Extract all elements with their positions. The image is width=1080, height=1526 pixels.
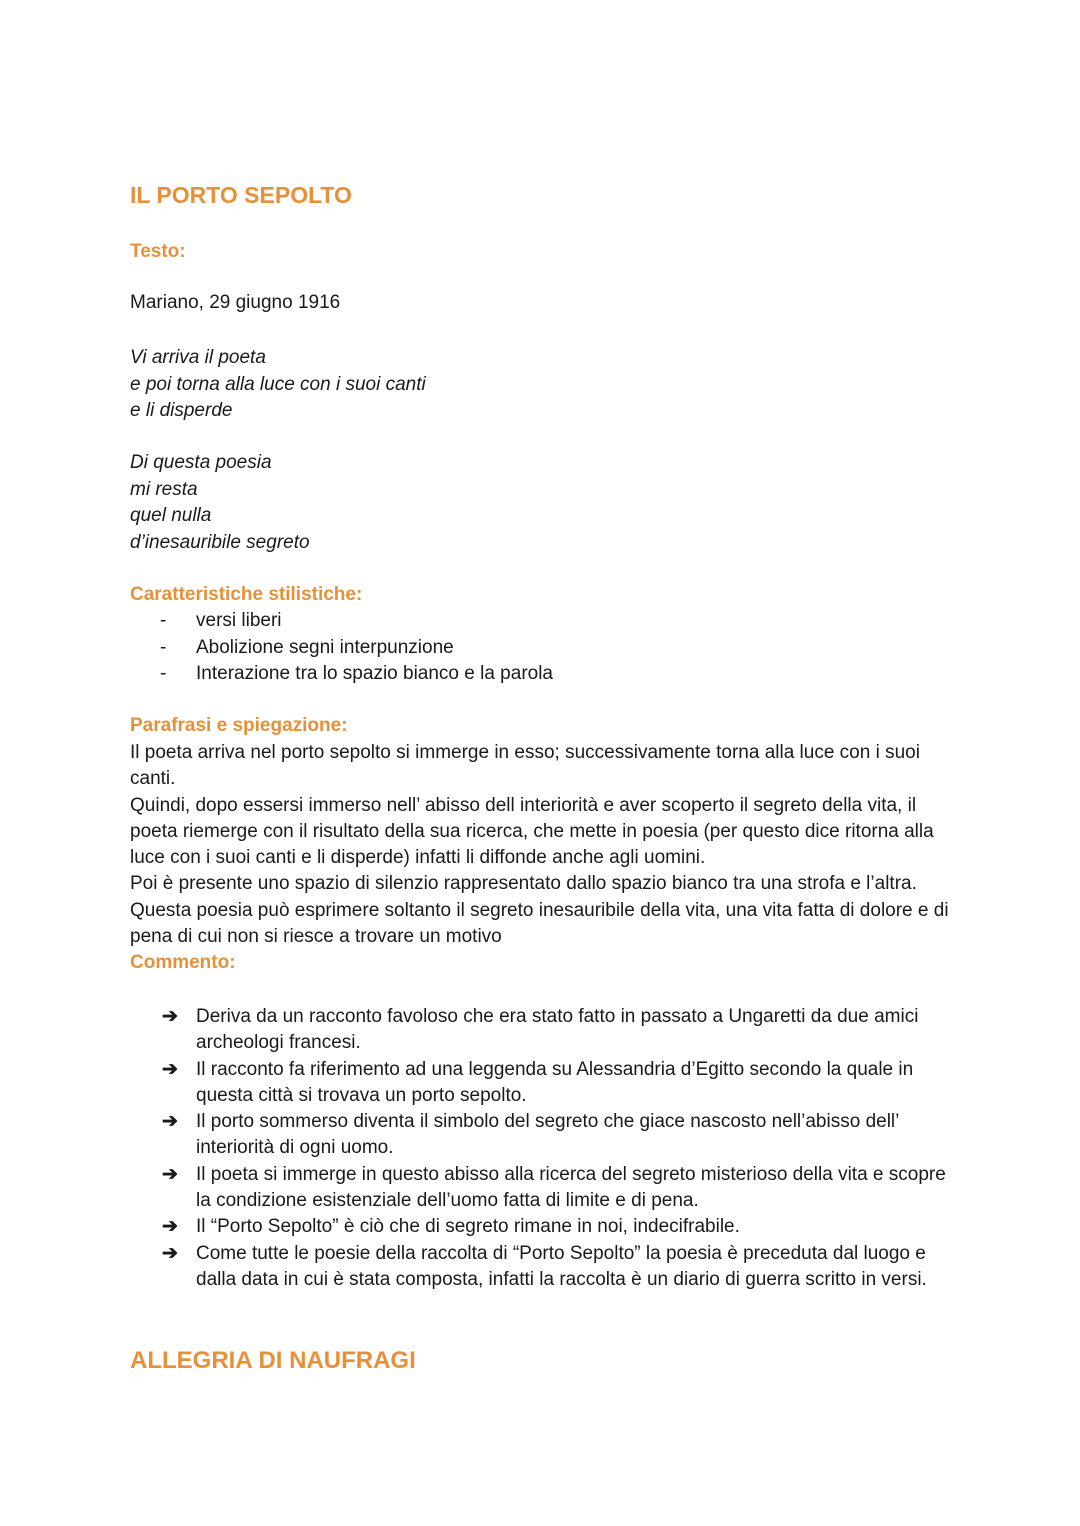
date-line: Mariano, 29 giugno 1916 bbox=[130, 292, 341, 313]
dash-bullet-icon: - bbox=[160, 636, 167, 658]
arrow-bullet-icon: ➔ bbox=[162, 1058, 178, 1080]
caratteristiche-list bbox=[160, 608, 553, 688]
list-item: ➔ Deriva da un racconto favoloso che era stato fatto in passato a Ungaretti da due amici archeologi francesi. bbox=[162, 1006, 919, 1054]
verse-line: quel nulla bbox=[130, 505, 212, 526]
arrow-bullet-icon: ➔ bbox=[162, 1216, 178, 1238]
list-item: ➔ Il racconto fa riferimento ad una leggenda su Alessandria d’Egitto secondo la quale in questa città si trovava un porto sepolto. bbox=[162, 1058, 914, 1106]
list-item: ➔ Il porto sommerso diventa il simbolo del segreto che giace nascosto nell’abisso dell’ interiorità di ogni uomo. bbox=[162, 1111, 899, 1159]
poem-stanza-2 bbox=[130, 450, 310, 556]
poem-title: IL PORTO SEPOLTO bbox=[130, 182, 352, 208]
list-item: - versi liberi bbox=[160, 608, 553, 635]
arrow-bullet-icon: ➔ bbox=[162, 1111, 178, 1133]
arrow-bullet-icon: ➔ bbox=[162, 1006, 178, 1027]
testo-label: Testo: bbox=[130, 241, 186, 262]
verse-line: Di questa poesia bbox=[130, 452, 272, 473]
verse-line: mi resta bbox=[130, 478, 198, 500]
list-item: ➔ Il poeta si immerge in questo abisso alla ricerca del segreto misterioso della vita e scopre la condizione esistenziale dell’uomo fatta di limite e di pena. bbox=[162, 1163, 946, 1212]
dash-bullet-icon: - bbox=[160, 610, 167, 631]
list-item: - Abolizione segni interpunzione bbox=[160, 635, 553, 662]
list-item: ➔ Il “Porto Sepolto” è ciò che di segreto rimane in noi, indecifrabile. bbox=[162, 1214, 962, 1240]
parafrasi-heading: Parafrasi e spiegazione: bbox=[130, 715, 348, 736]
commento-list bbox=[162, 1004, 962, 1293]
verse-line: Vi arriva il poeta bbox=[130, 347, 266, 368]
list-item: - Interazione tra lo spazio bianco e la parola bbox=[160, 661, 553, 688]
verse-line: d’inesauribile segreto bbox=[130, 531, 310, 553]
paragraph: Poi è presente uno spazio di silenzio rappresentato dallo spazio bianco tra una strofa e l’altra. bbox=[130, 873, 917, 895]
paragraph: Il poeta arriva nel porto sepolto si immerge in esso; successivamente torna alla luce con i suoi canti. bbox=[130, 742, 920, 790]
list-item: ➔ Come tutte le poesie della raccolta di “Porto Sepolto” la poesia è preceduta dal luogo e dalla data in cui è stata composta, infatti la raccolta è un diario di guerra scritto in versi. bbox=[162, 1242, 927, 1290]
verse-line: e poi torna alla luce con i suoi canti bbox=[130, 373, 426, 395]
next-poem-title: ALLEGRIA DI NAUFRAGI bbox=[130, 1347, 416, 1374]
paragraph: Questa poesia può esprimere soltanto il segreto inesauribile della vita, una vita fatta di dolore e di pena di cui non si riesce a trovare un motivo bbox=[130, 899, 949, 948]
parafrasi-body bbox=[130, 740, 960, 977]
verse-line: e li disperde bbox=[130, 400, 233, 421]
arrow-bullet-icon: ➔ bbox=[162, 1242, 178, 1264]
dash-bullet-icon: - bbox=[160, 663, 167, 684]
paragraph: Quindi, dopo essersi immerso nell’ abisso dell interiorità e aver scoperto il segreto della vita, il poeta riemerge con il risultato della sua ricerca, che mette in poesia (per questo dice ritorna alla luce con i suoi canti e li disperde) infatti li diffonde anche agli uomini. bbox=[130, 794, 934, 869]
commento-heading: Commento: bbox=[130, 952, 236, 974]
caratteristiche-heading: Caratteristiche stilistiche: bbox=[130, 584, 363, 605]
poem-stanza-1 bbox=[130, 345, 426, 425]
arrow-bullet-icon: ➔ bbox=[162, 1163, 178, 1185]
